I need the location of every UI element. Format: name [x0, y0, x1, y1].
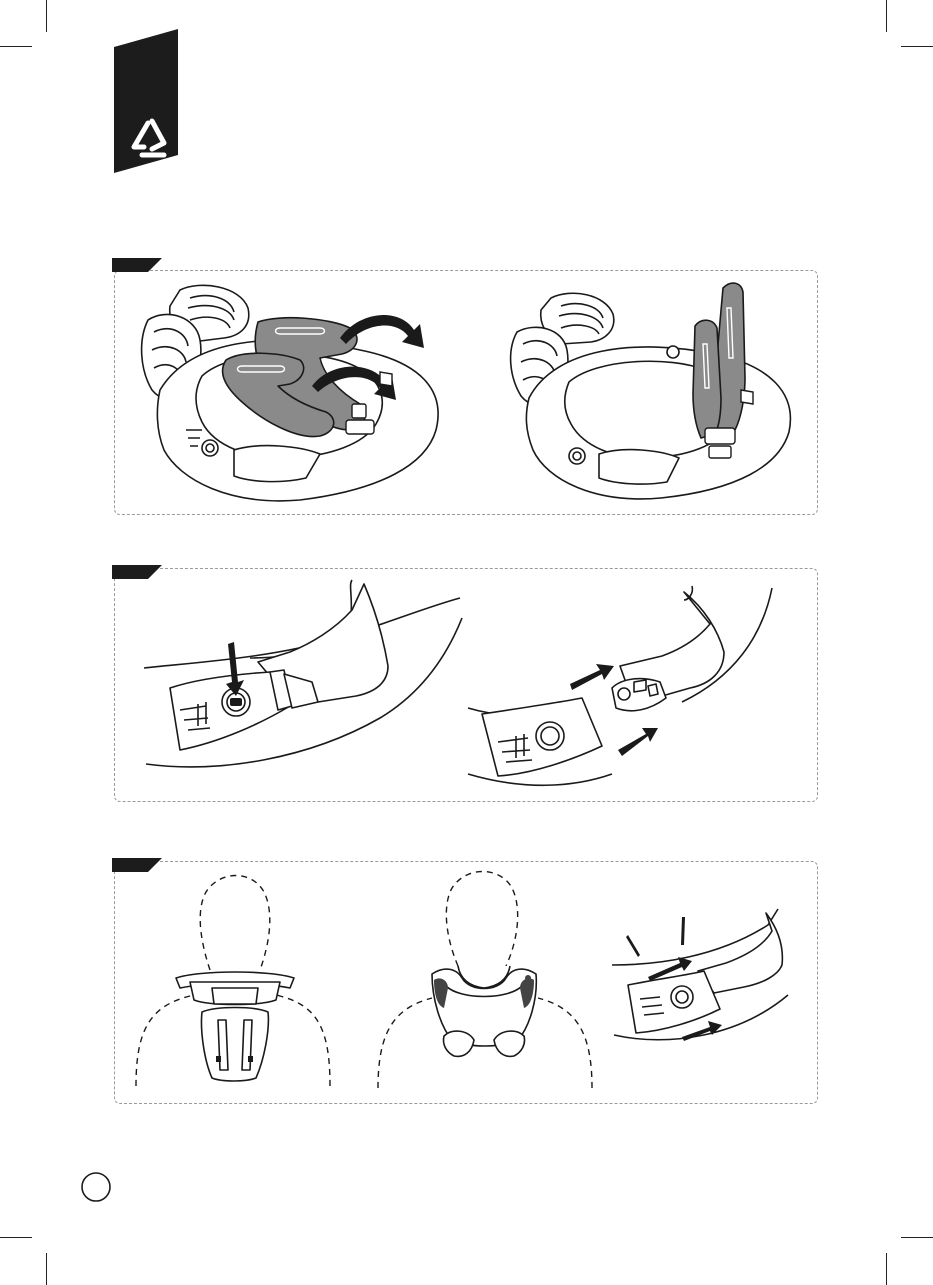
rear-view-on-shoulders-illustration: [130, 870, 340, 1090]
crop-mark-tr-h: [901, 46, 933, 47]
page-circle-icon: [80, 1171, 112, 1203]
crop-mark-bl-v: [46, 1253, 47, 1285]
crop-mark-bl-h: [0, 1237, 32, 1238]
step-tab-2: [112, 565, 162, 579]
crop-mark-br-h: [901, 1237, 933, 1238]
separate-hinge-illustration: [462, 578, 792, 793]
crop-mark-tr-v: [886, 0, 887, 32]
crop-mark-tl-v: [46, 0, 47, 32]
brace-with-pads-raised-illustration: [505, 278, 805, 508]
front-view-on-shoulders-illustration: [372, 868, 598, 1093]
press-release-button-illustration: [140, 578, 470, 778]
crop-mark-br-v: [886, 1253, 887, 1285]
brace-with-pads-folding-illustration: [130, 280, 450, 505]
step-tab-1: [112, 258, 162, 272]
crop-mark-tl-h: [0, 46, 32, 47]
close-hinge-detail-illustration: [608, 905, 808, 1055]
recycle-triangle-icon: [112, 27, 180, 173]
